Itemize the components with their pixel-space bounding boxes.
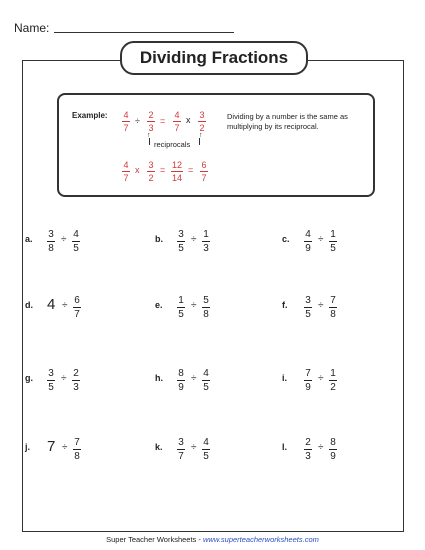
- divide-operator: ÷: [62, 300, 68, 311]
- name-field-line[interactable]: [54, 32, 234, 33]
- problem-fraction: $\frac{3}{8}$: [48, 229, 54, 254]
- problem-letter: k.: [155, 442, 163, 452]
- problem-letter: l.: [282, 442, 288, 452]
- bracket-right: [199, 138, 200, 145]
- problem-fraction: $\frac{3}{5}$: [48, 368, 54, 393]
- divide-operator: ÷: [61, 373, 67, 384]
- example-box: [57, 93, 375, 197]
- problem-fraction: $\frac{7}{8}$: [330, 295, 336, 320]
- divide-operator: ÷: [318, 373, 324, 384]
- problem-letter: h.: [155, 373, 163, 383]
- problem-letter: c.: [282, 234, 290, 244]
- example-fraction: $\frac{3}{2}$: [148, 160, 154, 183]
- problem-letter: e.: [155, 300, 163, 310]
- whole-number: 7: [47, 438, 56, 455]
- problem-fraction: $\frac{8}{9}$: [330, 437, 336, 462]
- problem-letter: g.: [25, 373, 33, 383]
- problem-fraction: $\frac{2}{3}$: [73, 368, 79, 393]
- divide-operator: ÷: [191, 300, 197, 311]
- problem-letter: a.: [25, 234, 33, 244]
- divide-operator: ÷: [318, 442, 324, 453]
- problem-fraction: $\frac{3}{5}$: [178, 229, 184, 254]
- problem-fraction: $\frac{1}{5}$: [330, 229, 336, 254]
- equals-operator: =: [160, 116, 166, 126]
- footer-text: Super Teacher Worksheets -: [106, 535, 203, 544]
- problem-fraction: $\frac{4}{5}$: [203, 368, 209, 393]
- problem-fraction: $\frac{3}{7}$: [178, 437, 184, 462]
- problem-letter: j.: [25, 442, 31, 452]
- divide-operator: ÷: [191, 234, 197, 245]
- example-fraction: $\frac{4}{7}$: [174, 110, 180, 133]
- problem-fraction: $\frac{3}{5}$: [305, 295, 311, 320]
- example-fraction: $\frac{12}{14}$: [172, 160, 183, 183]
- name-label: Name:: [14, 21, 50, 35]
- problem-fraction: $\frac{1}{5}$: [178, 295, 184, 320]
- problem-fraction: $\frac{5}{8}$: [203, 295, 209, 320]
- example-fraction: $\frac{2}{3}$: [148, 110, 154, 133]
- divide-operator: ÷: [62, 442, 68, 453]
- up-arrow-icon: ↑: [147, 132, 151, 139]
- problem-letter: b.: [155, 234, 163, 244]
- problem-fraction: $\frac{7}{8}$: [74, 437, 80, 462]
- reciprocals-label: reciprocals: [154, 140, 191, 149]
- example-fraction: $\frac{4}{7}$: [123, 160, 129, 183]
- example-fraction: $\frac{3}{2}$: [199, 110, 205, 133]
- divide-operator: ÷: [191, 373, 197, 384]
- whole-number: 4: [47, 296, 56, 313]
- problem-fraction: $\frac{1}{2}$: [330, 368, 336, 393]
- multiply-operator: x: [186, 115, 191, 125]
- problem-letter: d.: [25, 300, 33, 310]
- problem-fraction: $\frac{4}{5}$: [203, 437, 209, 462]
- problem-fraction: $\frac{6}{7}$: [74, 295, 80, 320]
- worksheet-title: Dividing Fractions: [120, 41, 308, 75]
- problem-fraction: $\frac{2}{3}$: [305, 437, 311, 462]
- equals-operator: =: [188, 165, 194, 175]
- divide-operator: ÷: [191, 442, 197, 453]
- up-arrow-icon: ↑: [199, 132, 203, 139]
- divide-operator: ÷: [135, 116, 140, 126]
- problem-fraction: $\frac{1}{3}$: [203, 229, 209, 254]
- footer-link[interactable]: www.superteacherworksheets.com: [202, 535, 319, 544]
- problem-letter: i.: [282, 373, 288, 383]
- problem-fraction: $\frac{4}{9}$: [305, 229, 311, 254]
- footer: [0, 535, 425, 544]
- problem-fraction: $\frac{7}{9}$: [305, 368, 311, 393]
- divide-operator: ÷: [318, 300, 324, 311]
- problem-fraction: $\frac{4}{5}$: [73, 229, 79, 254]
- equals-operator: =: [160, 165, 166, 175]
- example-fraction: $\frac{6}{7}$: [201, 160, 207, 183]
- divide-operator: ÷: [318, 234, 324, 245]
- bracket-left: [149, 138, 150, 145]
- problem-fraction: $\frac{8}{9}$: [178, 368, 184, 393]
- problem-letter: f.: [282, 300, 288, 310]
- multiply-operator: x: [135, 165, 140, 175]
- example-label: Example:: [72, 111, 108, 120]
- example-fraction: $\frac{4}{7}$: [123, 110, 129, 133]
- example-note: Dividing by a number is the same as multiplying by its reciprocal.: [227, 112, 348, 131]
- divide-operator: ÷: [61, 234, 67, 245]
